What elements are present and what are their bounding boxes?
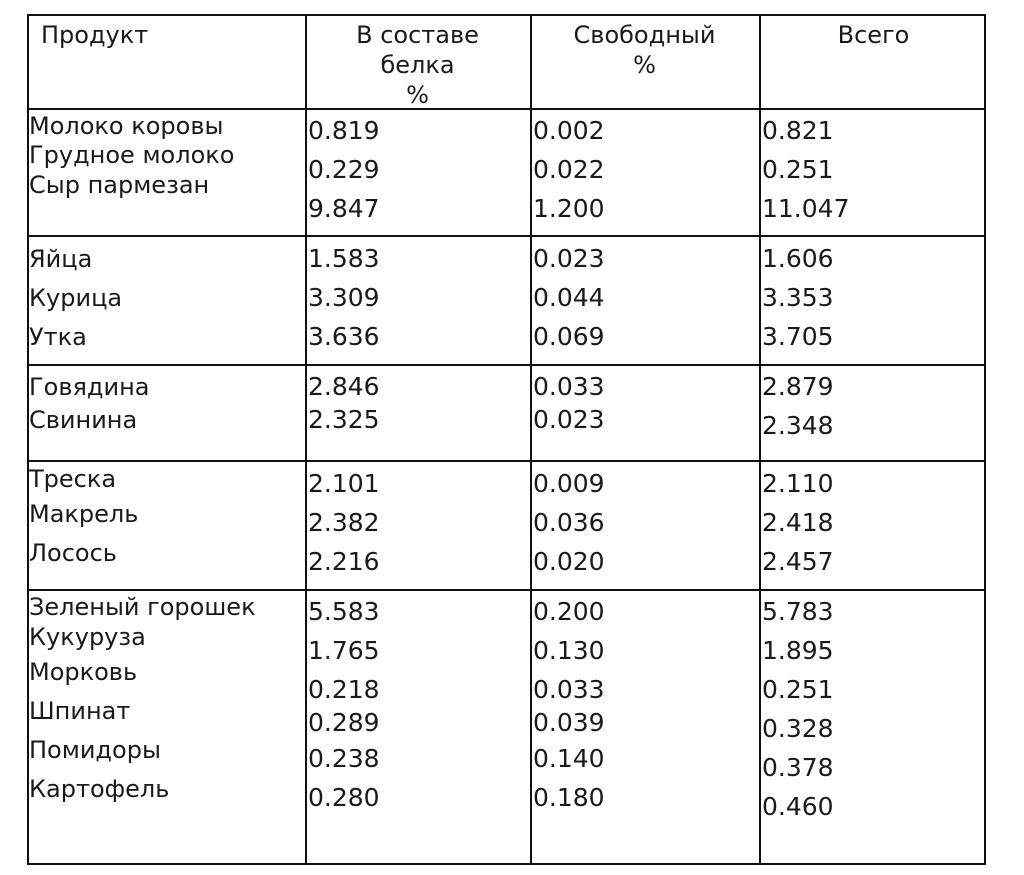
column-divider [530,14,532,865]
total-value: 3.353 [762,283,834,312]
free-value: 0.039 [533,708,605,737]
column-divider [305,14,307,865]
bound-value: 0.819 [308,116,380,145]
bound-value: 2.216 [308,547,380,576]
bound-value: 1.765 [308,636,380,665]
total-value: 2.418 [762,508,834,537]
product-name: Лосось [29,539,117,567]
total-value: 0.378 [762,753,834,782]
total-value: 2.457 [762,547,834,576]
product-name: Утка [29,323,87,351]
free-value: 0.033 [533,675,605,704]
bound-value: 1.583 [308,244,380,273]
total-value: 1.895 [762,636,834,665]
free-value: 0.023 [533,405,605,434]
header-product [41,20,148,50]
total-value: 0.821 [762,116,834,145]
header-free-line1: Свободный [573,21,716,49]
free-value: 0.069 [533,322,605,351]
product-name: Шпинат [29,697,131,725]
product-name: Макрель [29,500,139,528]
header-total-label: Всего [837,21,910,49]
bound-value: 3.309 [308,283,380,312]
bound-value: 0.289 [308,708,380,737]
bound-value: 3.636 [308,322,380,351]
product-name: Молоко коровы [29,112,224,140]
free-value: 0.020 [533,547,605,576]
header-free [530,20,759,80]
free-value: 0.180 [533,783,605,812]
total-value: 5.783 [762,597,834,626]
total-value: 0.460 [762,792,834,821]
free-value: 0.022 [533,155,605,184]
group-divider [27,460,986,462]
free-value: 0.140 [533,744,605,773]
bound-value: 0.218 [308,675,380,704]
total-value: 0.328 [762,714,834,743]
product-name: Яйца [29,245,93,273]
bound-value: 0.238 [308,744,380,773]
total-value: 2.110 [762,469,834,498]
product-name: Морковь [29,658,138,686]
product-name: Картофель [29,775,170,803]
header-bound-line3: % [406,81,429,109]
total-value: 11.047 [762,194,850,223]
bound-value: 5.583 [308,597,380,626]
total-value: 0.251 [762,675,834,704]
product-name: Курица [29,284,123,312]
product-name: Треска [29,465,117,493]
bound-value: 9.847 [308,194,380,223]
total-value: 3.705 [762,322,834,351]
bound-value: 2.101 [308,469,380,498]
product-name: Свинина [29,406,138,434]
group-divider [27,364,986,366]
header-product-label: Продукт [41,21,149,49]
total-value: 1.606 [762,244,834,273]
free-value: 0.009 [533,469,605,498]
header-bound-line1: В составе [356,21,479,49]
product-name: Помидоры [29,736,161,764]
bound-value: 2.382 [308,508,380,537]
free-value: 0.002 [533,116,605,145]
bound-value: 0.280 [308,783,380,812]
free-value: 0.033 [533,372,605,401]
product-name: Сыр пармезан [29,171,210,199]
product-name: Зеленый горошек [29,593,256,621]
bound-value: 2.325 [308,405,380,434]
group-divider [27,589,986,591]
free-value: 0.036 [533,508,605,537]
product-name: Кукуруза [29,623,146,651]
group-divider [27,235,986,237]
header-total [759,20,988,50]
header-bound-protein [305,20,530,110]
product-name: Грудное молоко [29,141,235,169]
free-value: 1.200 [533,194,605,223]
column-divider [759,14,761,865]
bound-value: 2.846 [308,372,380,401]
protein-table [27,14,986,865]
product-name: Говядина [29,373,150,401]
free-value: 0.044 [533,283,605,312]
total-value: 2.879 [762,372,834,401]
header-bound-line2: белка [380,51,455,79]
free-value: 0.200 [533,597,605,626]
header-free-line2: % [633,51,656,79]
bound-value: 0.229 [308,155,380,184]
total-value: 2.348 [762,411,834,440]
total-value: 0.251 [762,155,834,184]
free-value: 0.130 [533,636,605,665]
free-value: 0.023 [533,244,605,273]
